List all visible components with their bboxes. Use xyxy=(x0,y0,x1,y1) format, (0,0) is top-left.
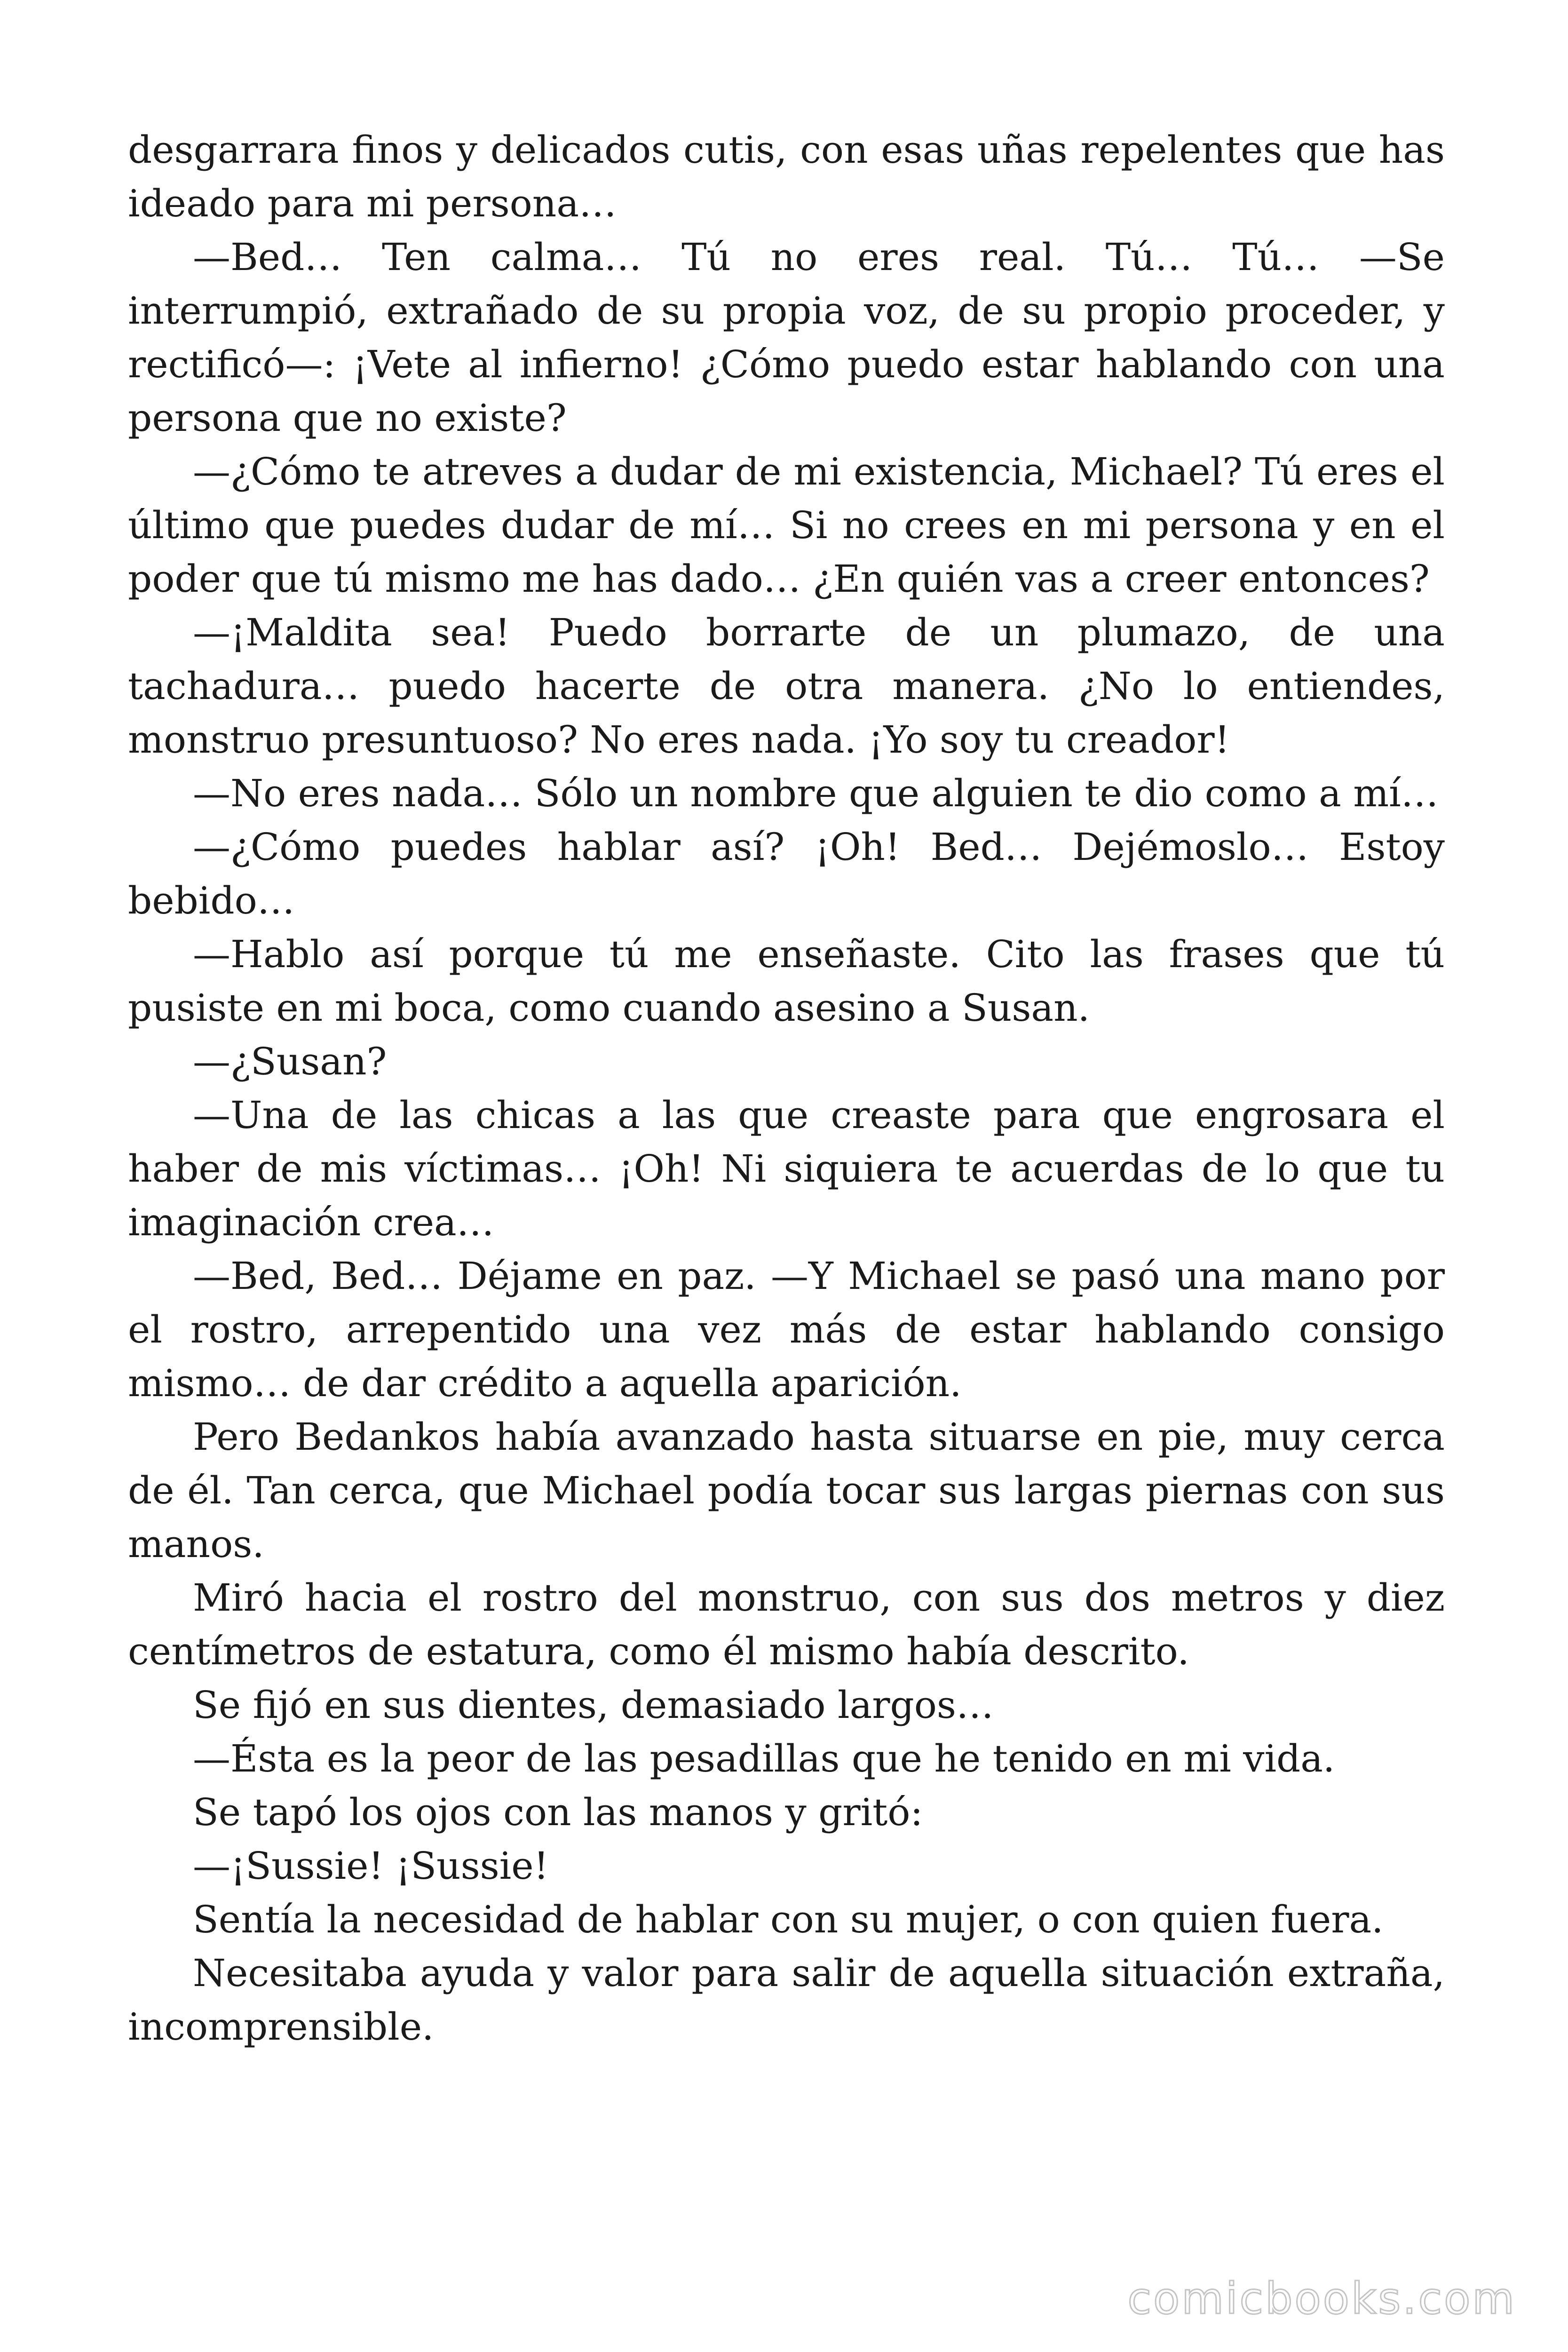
paragraph-5: —No eres nada… Sólo un nombre que alguien te dio como a mí… xyxy=(193,771,1439,815)
watermark-logo: comicbooks.com xyxy=(1127,2273,1516,2324)
paragraph-18: Necesitaba ayuda y valor para salir de aquella situación extraña, incomprensible. xyxy=(128,1951,1445,2049)
paragraph-10: —Bed, Bed… Déjame en paz. —Y Michael se pasó una mano por el rostro, arrepentido una vez más de estar hablando consigo mismo… de dar crédito a aquella aparición. xyxy=(128,1254,1445,1405)
paragraph-11: Pero Bedankos había avanzado hasta situarse en pie, muy cerca de él. Tan cerca, que Michael podía tocar sus largas piernas con sus manos. xyxy=(128,1415,1445,1566)
paragraph-14: —Ésta es la peor de las pesadillas que he tenido en mi vida. xyxy=(193,1737,1335,1780)
paragraph-3: —¿Cómo te atreves a dudar de mi existencia, Michael? Tú eres el último que puedes dudar de mí… Si no crees en mi persona y en el poder que tú mismo me has dado… ¿En quién vas a creer entonces? xyxy=(128,450,1445,601)
paragraph-13: Se fijó en sus dientes, demasiado largos… xyxy=(193,1683,994,1727)
paragraph-8: —¿Susan? xyxy=(193,1040,387,1083)
paragraph-7: —Hablo así porque tú me enseñaste. Cito las frases que tú pusiste en mi boca, como cuando asesino a Susan. xyxy=(128,932,1445,1030)
paragraph-4: —¡Maldita sea! Puedo borrarte de un plumazo, de una tachadura… puedo hacerte de otra manera. ¿No lo entiendes, monstruo presuntuoso? No eres nada. ¡Yo soy tu creador! xyxy=(128,611,1445,762)
paragraph-15: Se tapó los ojos con las manos y gritó: xyxy=(193,1790,923,1834)
paragraph-6: —¿Cómo puedes hablar así? ¡Oh! Bed… Dejémoslo… Estoy bebido… xyxy=(128,825,1445,922)
paragraph-12: Miró hacia el rostro del monstruo, con sus dos metros y diez centímetros de estatura, como él mismo había descrito. xyxy=(128,1576,1445,1673)
body-text xyxy=(128,123,1445,2054)
paragraph-9: —Una de las chicas a las que creaste para que engrosara el haber de mis víctimas… ¡Oh! Ni siquiera te acuerdas de lo que tu imaginación crea… xyxy=(128,1093,1445,1244)
paragraph-16: —¡Sussie! ¡Sussie! xyxy=(193,1844,549,1888)
paragraph-17: Sentía la necesidad de hablar con su mujer, o con quien fuera. xyxy=(193,1898,1384,1941)
paragraph-2: —Bed… Ten calma… Tú no eres real. Tú… Tú… —Se interrumpió, extrañado de su propia voz, de su propio proceder, y rectificó—: ¡Vete al infierno! ¿Cómo puedo estar hablando con una persona que no existe? xyxy=(128,235,1445,440)
paragraph-1: desgarrara finos y delicados cutis, con esas uñas repelentes que has ideado para mi persona… xyxy=(128,128,1445,225)
